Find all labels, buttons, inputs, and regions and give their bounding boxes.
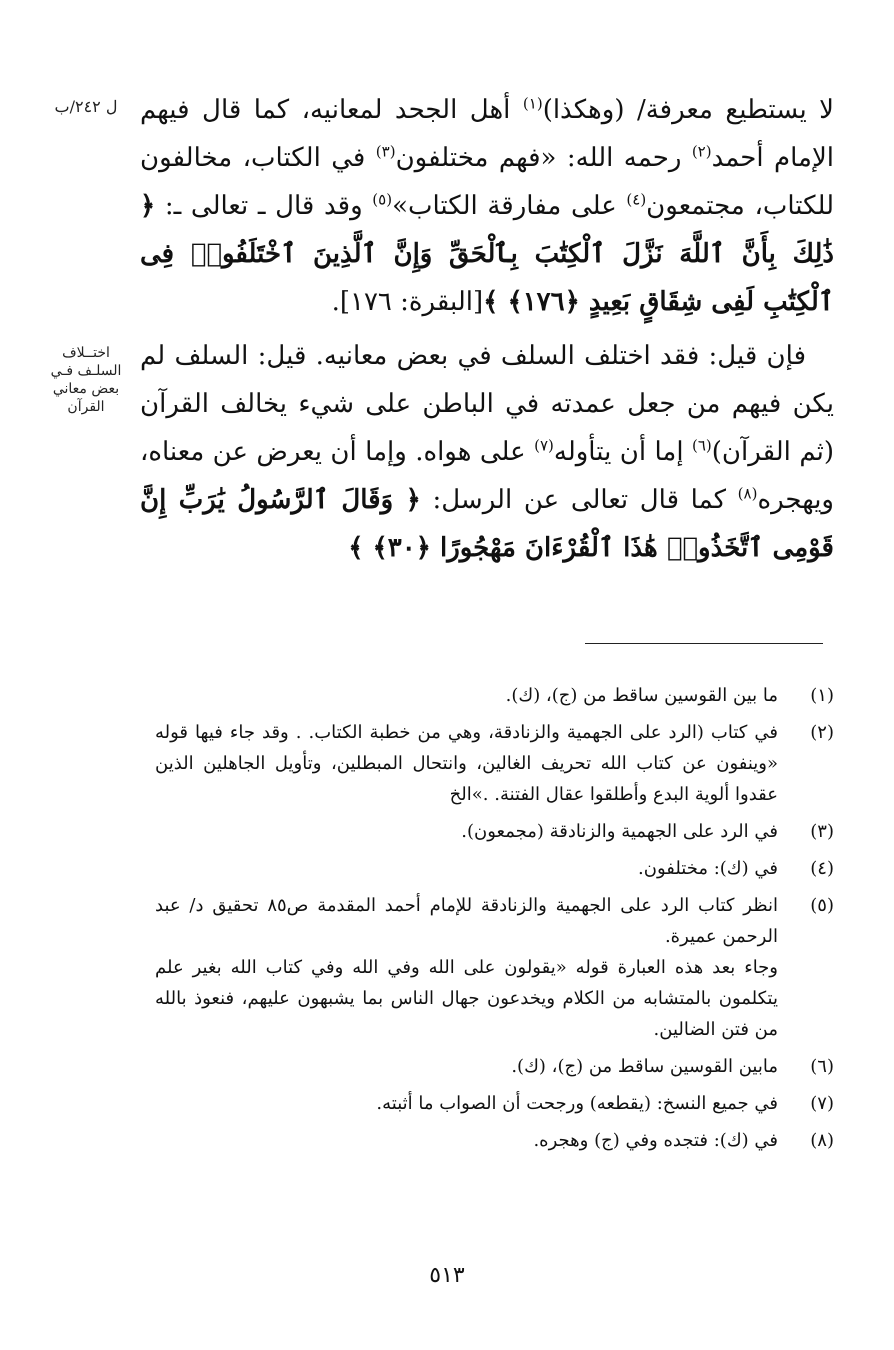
footnote [155, 1125, 834, 1156]
footnote-ref-2: (٢) [691, 142, 712, 161]
footnote-text: وجاء بعد هذه العبارة قوله «يقولون على الله وفي الله وفي كتاب الله بغير علم يتكلمون بالمتشابه من الكلام ويخدعون جهال الناس بما يشبهون عليهم، فنعوذ بالله من فتن الضالين. [155, 957, 778, 1040]
footnote-ref-4: (٤) [626, 190, 647, 209]
footnote [155, 680, 834, 711]
footnote-number: (٦) [810, 1056, 834, 1077]
footnote-number: (١) [810, 685, 834, 706]
footnote-text: مابين القوسين ساقط من (ج)، (ك). [511, 1056, 778, 1077]
footnote-divider [585, 643, 823, 644]
footnote-number: (٤) [810, 858, 834, 879]
main-text [140, 86, 834, 572]
page-number: ٥١٣ [429, 1263, 465, 1288]
footnote-number: (٧) [810, 1093, 834, 1114]
footnote [155, 717, 834, 810]
footnote-ref-1: (١) [522, 94, 543, 113]
footnote-text: في كتاب (الرد على الجهمية والزنادقة، وهي من خطبة الكتاب. . وقد جاء فيها قوله «وينفون عن كتاب الله تحريف الغالين، وانتحال المبطلين، وتأويل الجاهلين الذين عقدوا ألوية البدع وأطلقوا عقال الفتنة. .»الخ [155, 722, 778, 805]
footnotes [155, 680, 834, 1162]
footnote-number: (٢) [810, 722, 834, 743]
quran-verse-2: ﴿ وَقَالَ ٱلرَّسُولُ يَٰرَبِّ إِنَّ قَوْمِى ٱتَّخَذُوا۟ هَٰذَا ٱلْقُرْءَانَ مَهْجُورًا ﴿٣٠﴾ ﴾ [140, 485, 834, 563]
footnote [155, 890, 834, 1045]
footnote [155, 853, 834, 884]
footnote-ref-6: (٦) [692, 436, 712, 455]
verse-citation: [البقرة: ١٧٦]. [331, 287, 484, 317]
footnote-text: ما بين القوسين ساقط من (ج)، (ك). [505, 685, 778, 706]
footnote [155, 1088, 834, 1119]
footnote-ref-5: (٥) [372, 190, 393, 209]
footnote-ref-7: (٧) [534, 436, 554, 455]
footnote-number: (٥) [810, 895, 834, 916]
footnote-ref-3: (٣) [375, 142, 396, 161]
footnote-text: في (ك): مختلفون. [638, 858, 778, 879]
paragraph-1: لا يستطيع معرفة/ (وهكذا)$^{(١)}$ أهل الجحد لمعانيه، كما قال فيهم الإمام أحمد$^{(٢)}$ رحمه الله: «فهم مختلفون$^{(٣)}$ في الكتاب، مخالفون للكتاب، مجتمعون$^{(٤)}$ على مفارقة الكتاب»$^{(٥)}$ وقد قال ـ تعالى ـ: ﴿ ذَٰلِكَ بِأَنَّ ٱللَّهَ نَزَّلَ ٱلْكِتَٰبَ بِٱلْحَقِّ وَإِنَّ ٱلَّذِينَ ٱخْتَلَفُوا۟ فِى ٱلْكِتَٰبِ لَفِى شِقَاقٍ بَعِيدٍ ﴿١٧٦﴾ ﴾[البقرة: ١٧٦]. [140, 94, 835, 317]
footnote-text: انظر كتاب الرد على الجهمية والزنادقة للإمام أحمد المقدمة ص٨٥ تحقيق د/ عبد الرحمن عميرة. [155, 895, 779, 947]
margin-heading: اختــلاف السلـف فـي بعض معاني القرآن [50, 345, 122, 415]
footnote-ref-8: (٨) [737, 484, 758, 503]
footnote-number: (٨) [810, 1130, 834, 1151]
paragraph-2: فإن قيل: فقد اختلف السلف في بعض معانيه. قيل: السلف لم يكن فيهم من جعل عمدته في الباطن على شيء يخالف القرآن (ثم القرآن)$^{(٦)}$ إما أن يتأوله$^{(٧)}$ على هواه. وإما أن يعرض عن معناه، ويهجره$^{(٨)}$ كما قال تعالى عن الرسل: ﴿ وَقَالَ ٱلرَّسُولُ يَٰرَبِّ إِنَّ قَوْمِى ٱتَّخَذُوا۟ هَٰذَا ٱلْقُرْءَانَ مَهْجُورًا ﴿٣٠﴾ ﴾ [140, 341, 834, 563]
footnote-text: في الرد على الجهمية والزنادقة (مجمعون). [461, 821, 778, 842]
quran-verse-1: ﴿ ذَٰلِكَ بِأَنَّ ٱللَّهَ نَزَّلَ ٱلْكِتَٰبَ بِٱلْحَقِّ وَإِنَّ ٱلَّذِينَ ٱخْتَلَفُوا۟ فِى ٱلْكِتَٰبِ لَفِى شِقَاقٍ بَعِيدٍ ﴿١٧٦﴾ ﴾ [140, 191, 834, 317]
footnote [155, 816, 834, 847]
footnote [155, 1051, 834, 1082]
manuscript-folio-ref: ل ٢٤٢/ب [54, 97, 118, 116]
footnote-text: في جميع النسخ: (يقطعه) ورجحت أن الصواب ما أثبته. [376, 1093, 778, 1114]
footnote-text: في (ك): فتجده وفي (ج) وهجره. [533, 1130, 778, 1151]
footnote-number: (٣) [810, 821, 834, 842]
